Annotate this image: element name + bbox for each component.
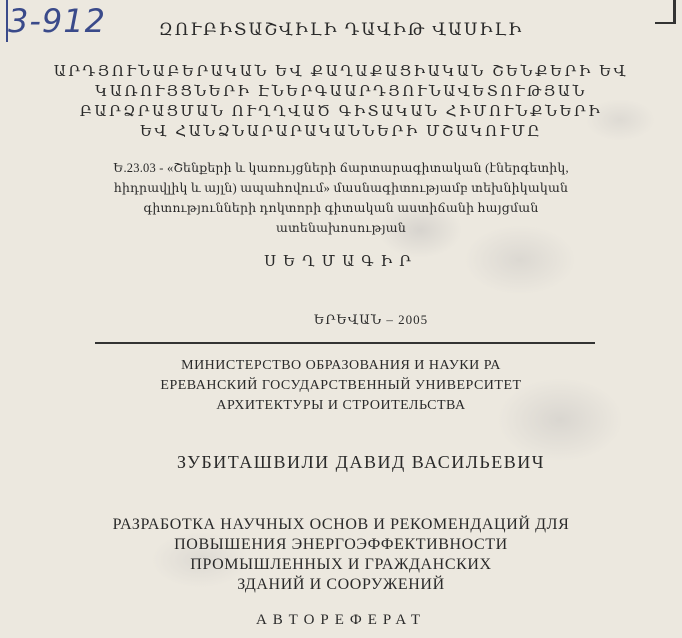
armenian-abstract-label: ՍԵՂՄԱԳԻՐ xyxy=(264,254,418,270)
russian-title-line: ПОВЫШЕНИЯ ЭНЕРГОЭФФЕКТИВНОСТИ xyxy=(174,536,508,553)
armenian-title-line: ԱՐԴՅՈՒՆԱԲԵՐԱԿԱՆ ԵՎ ՔԱՂԱՔԱՑԻԱԿԱՆ ՇԵՆՔԵՐԻ ԵՎ xyxy=(53,64,629,80)
section-divider xyxy=(95,342,595,344)
armenian-specialty-line: հիդրավլիկ և այլն) ապահովում» մասնագիտությամբ տեխնիկական xyxy=(113,181,569,195)
russian-author: ЗУБИТАШВИЛИ ДАВИД ВАСИЛЬЕВИЧ xyxy=(177,452,545,472)
armenian-specialty-line: գիտությունների դոկտորի գիտական աստիճանի հայցման xyxy=(143,201,539,215)
armenian-author: ԶՈՒԲԻՏԱՇՎԻԼԻ ԴԱՎԻԹ ՎԱՍԻԼԻ xyxy=(158,20,524,39)
armenian-title-line: ԲԱՐՁՐԱՑՄԱՆ ՈՒՂՂՎԱԾ ԳԻՏԱԿԱՆ ՀԻՄՈՒՆՔՆԵՐԻ xyxy=(79,104,603,120)
russian-institution-line: МИНИСТЕРСТВО ОБРАЗОВАНИЯ И НАУКИ РА xyxy=(181,358,501,373)
russian-abstract-label: АВТОРЕФЕРАТ xyxy=(255,612,427,628)
armenian-city-year: ԵՐԵՎԱՆ – 2005 xyxy=(313,312,429,327)
russian-title-line: ЗДАНИЙ И СООРУЖЕНИЙ xyxy=(237,576,445,593)
armenian-specialty-line: ատենախոսության xyxy=(276,221,406,235)
armenian-specialty-line: Ե.23.03 - «Շենքերի և կառույցների ճարտարագիտական (էներգետիկ, xyxy=(113,161,569,175)
armenian-title-line: ԵՎ ՀԱՆՁՆԱՐԱՐԱԿԱՆՆԵՐԻ ՄՇԱԿՈՒՄԸ xyxy=(139,124,543,140)
russian-institution-line: ЕРЕВАНСКИЙ ГОСУДАРСТВЕННЫЙ УНИВЕРСИТЕТ xyxy=(160,378,522,393)
armenian-title-line: ԿԱՌՈՒՅՑՆԵՐԻ ԷՆԵՐԳԱԱՐԴՅՈՒՆԱՎԵՏՈՒԹՅԱՆ xyxy=(95,84,587,100)
russian-institution-line: АРХИТЕКТУРЫ И СТРОИТЕЛЬСТВА xyxy=(216,398,466,413)
russian-title-line: РАЗРАБОТКА НАУЧНЫХ ОСНОВ И РЕКОМЕНДАЦИЙ ДЛЯ xyxy=(112,516,570,533)
russian-title-line: ПРОМЫШЛЕННЫХ И ГРАЖДАНСКИХ xyxy=(190,556,492,573)
handwritten-code: 3-912 xyxy=(8,2,106,40)
